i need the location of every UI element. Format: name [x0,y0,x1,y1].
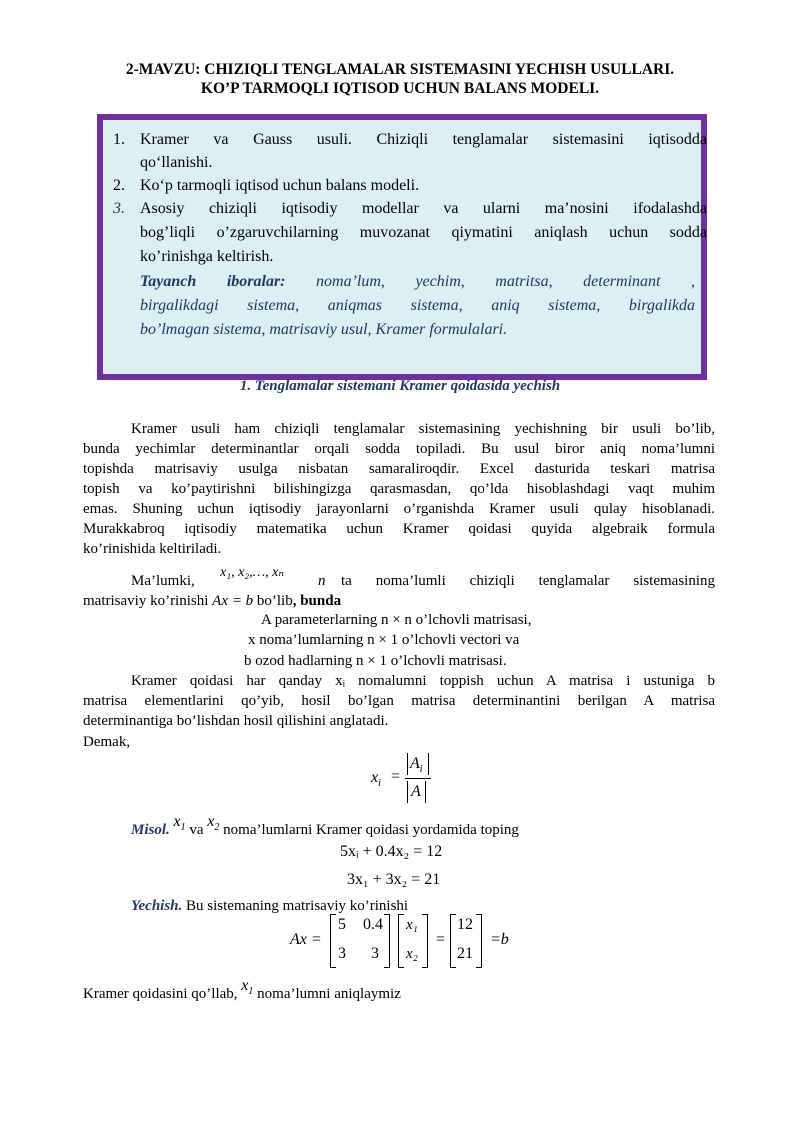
formula-numerator: $A_i$ [410,755,423,776]
item-text: Ko‘p tarmoqli iqtisod uchun balans modeli. [140,177,420,194]
paragraph-3 [83,671,715,731]
item-text: Asosiy chiziqli iqtisodiy modellar va ularni ma’nosini ifodalashda [140,200,707,217]
p1-line: emas. Shuning uchun iqtisodiy jarayonlarni o’rganishda Kramer usuli qulay hisoblanadi. [83,501,715,517]
p1-line: topish va ko’paytirishni bilishingizga qarasmasdan, qo’lda hisoblashdagi vaqt muhim [83,481,715,497]
matrix-lhs: Ax = [290,931,322,948]
item-number: 2. [113,177,125,194]
matrix-a11: 5 [338,916,346,933]
p3-line: matrisa elementlarini qo’yib, hosil bo’lgan matrisa determinantini berilgan A matrisa [83,693,715,709]
item-text-cont: bog’liqli o’zgaruvchilarning muvozanat qiymatini aniqlash uchun sodda [140,224,707,241]
final-text: noma’lumni aniqlaymiz [257,986,401,1002]
var-x1: $x_1$ [173,813,186,834]
formula-denominator: A [411,783,421,800]
formula-equals: = [391,768,401,785]
item-text-cont: qo‘llanishi. [140,154,213,171]
keywords-line-1: noma’lum, yechim, matritsa, determinant , [316,273,696,290]
abs-bar [425,781,426,803]
p1-line: ko’rinishida keltiriladi. [83,541,222,557]
item-text: Kramer va Gauss usuli. Chiziqli tenglamalar sistemasini iqtisodda [140,131,707,148]
bracket-left [450,914,456,968]
abs-bar [428,753,429,775]
matrix-a21: 3 [338,945,346,962]
bracket-right [476,914,482,968]
yechish-text: Bu sistemaning matrisaviy ko’rinishi [186,898,409,914]
keywords-line-2: birgalikdagi sistema, aniqmas sistema, aniq sistema, birgalikda [140,297,695,314]
vector-x1: x₁ [406,917,418,933]
misol-label: Misol. [131,822,170,838]
title-line-1: 2-MAVZU: CHIZIQLI TENGLAMALAR SISTEMASINI YECHISH USULLARI. [125,61,675,78]
page-title [70,60,730,98]
vector-b1: 12 [457,916,473,933]
matrix-rhs: =b [490,931,509,948]
p3-line: Kramer qoidasi har qanday xᵢ nomalumni toppish uchun A matrisa i ustuniga b [131,673,715,689]
p2-vars: x₁, x₂,…, xₙ [220,565,284,580]
p2-n: n [318,573,326,589]
final-line [83,977,401,1010]
p2-line-2 [83,591,341,611]
def-b: b ozod hadlarning n × 1 o’lchovli matrisasi. [244,653,507,669]
item-text-cont-2: ko’rinishga keltirish. [140,248,274,265]
p1-line: bunda yechimlar determinantlar orqali sodda topiladi. Bu usul biror aniq noma’lumni [83,441,715,457]
outline-box [97,114,707,380]
title-line-2: KO’P TARMOQLI IQTISOD UCHUN BALANS MODELI. [200,80,600,97]
yechish-label: Yechish. [131,898,183,914]
p2-start: Ma’lumki, [131,573,195,589]
p2-equation: Ax = b [212,593,254,609]
def-x: x noma’lumlarning n × 1 o’lchovli vectori va [248,632,520,648]
keywords-line-3: bo’lmagan sistema, matrisaviy usul, Kramer formulalari. [140,321,508,338]
item-number: 3. [113,200,125,217]
paragraph-1 [83,419,715,559]
keywords [140,270,695,342]
equation-2: 3x₁ + 3x₂ = 21 [347,871,441,888]
final-text: Kramer qoidasini qo’llab, [83,986,238,1002]
misol-text: noma’lumlarni Kramer qoidasi yordamida toping [223,822,519,838]
matrix-a12: 0.4 [363,916,383,933]
vector-b2: 21 [457,945,473,962]
bracket-right [422,914,428,968]
var-x2: $x_2$ [207,813,220,834]
fraction-line [405,778,431,779]
yechish-line [131,896,408,916]
keywords-label: Tayanch iboralar: [140,273,286,290]
abs-bar [407,753,408,775]
p3-line: determinantiga bo’lishdan hosil qilishini anglatadi. [83,713,389,729]
abs-bar [407,781,408,803]
var-x1: $x_1$ [241,977,254,998]
section-heading: 1. Tenglamalar sistemani Kramer qoidasida yechish [239,378,561,394]
matrix-equals: = [436,931,446,948]
va-text: va [189,822,204,838]
bracket-left [398,914,404,968]
p2-text: matrisaviy ko’rinishi [83,593,209,609]
def-A: A parameterlarning n × n o’lchovli matrisasi, [261,612,532,628]
bracket-right [384,914,390,968]
matrix-a22: 3 [371,945,379,962]
demak-text: Demak, [83,734,131,750]
item-number: 1. [113,131,125,148]
p1-line: Kramer usuli ham chiziqli tenglamalar sistemasining yechishning bir usuli bo’lib, [131,421,715,437]
p2-rest: ta noma’lumli chiziqli tenglamalar sistemasining [341,573,715,589]
p1-line: topishda matrisaviy usulga nisbatan samaraliroqdir. Excel dasturida teskari matrisa [83,461,715,477]
bracket-left [330,914,336,968]
formula-lhs: $x_i$ [371,769,381,790]
p1-line: Murakkabroq iqtisodiy matematika uchun Kramer qoidasi quyida algebraik formula [83,521,715,537]
misol-line [131,813,519,846]
vector-x2: x₂ [406,946,418,962]
p2-text: bo’lib [256,593,293,609]
equation-1: 5xᵢ + 0.4x₂ = 12 [340,843,443,860]
p2-text: , bunda [292,593,342,609]
